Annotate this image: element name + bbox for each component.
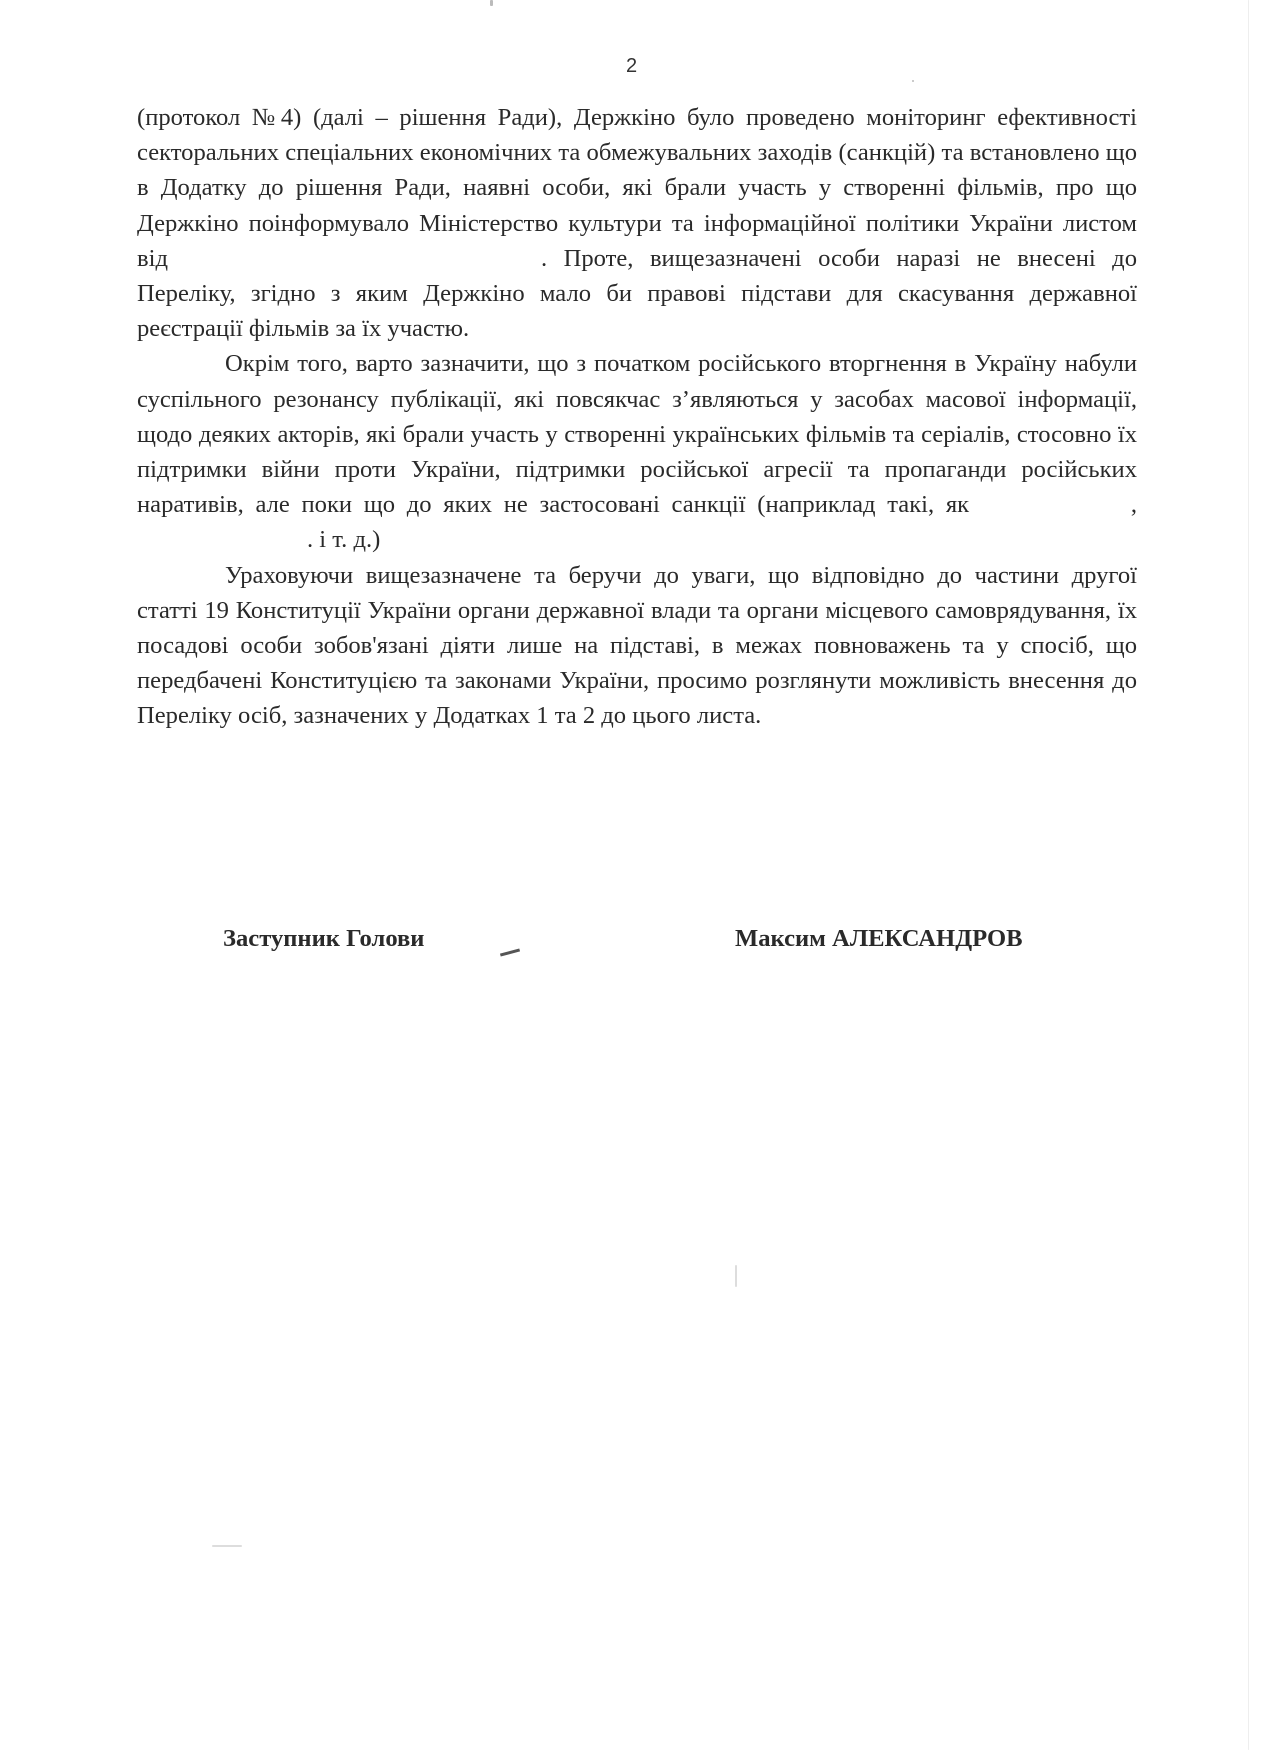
letter-body bbox=[137, 100, 1137, 734]
signatory-name: Максим АЛЕКСАНДРОВ bbox=[735, 925, 1023, 952]
signatory-title: Заступник Голови bbox=[223, 925, 425, 952]
scan-speck bbox=[212, 1545, 242, 1547]
signature-mark bbox=[500, 948, 520, 956]
paragraph-media-tail: . і т. д.) bbox=[307, 526, 381, 554]
paragraph-media bbox=[137, 346, 1137, 557]
page-number: 2 bbox=[625, 55, 638, 77]
paragraph-request-text: Ураховуючи вищезазначене та беручи до уваги, що відповідно до частини другої статті 19 Конституції України органи державної влади та органи місцевого самоврядування, їх посадові особи зобов'язані діяти лише на підставі, в межах повноважень та у спосіб, що передбачені Конституцією та законами України, просимо розглянути можливість внесення до Переліку осіб, зазначених у Додатках 1 та 2 до цього листа. bbox=[137, 561, 1137, 730]
paragraph-monitoring bbox=[137, 100, 1137, 346]
paragraph-monitoring-tail: . Проте, вищезазначені особи наразі не внесені до Переліку, згідно з яким Держкіно мало би правові підстави для скасування державної реєстрації фільмів за їх участю. bbox=[137, 244, 1137, 343]
paragraph-request bbox=[137, 558, 1137, 734]
paragraph-media-text: Окрім того, варто зазначити, що з початком російського вторгнення в Україну набули суспільного резонансу публікації, які повсякчас з’являються у засобах масової інформації, щодо деяких акторів, які брали участь у створенні українських фільмів та серіалів, стосовно їх підтримки війни проти України, підтримки російської агресії та пропаганди російських наративів, але поки що до яких не застосовані санкції (наприклад такі, як bbox=[137, 350, 1137, 519]
scan-speck bbox=[735, 1265, 737, 1287]
signature-block bbox=[0, 925, 1263, 965]
paragraph-monitoring-text: (протокол №4) (далі – рішення Ради), Держкіно було проведено моніторинг ефективності секторальних спеціальних економічних та обмежувальних заходів (санкцій) та встановлено що в Додатку до рішення Ради, наявні особи, які брали участь у створенні фільмів, про що Держкіно поінформувало Міністерство культури та інформаційної політики України листом від bbox=[137, 104, 1137, 272]
scan-speck bbox=[1248, 0, 1249, 1750]
scan-speck bbox=[490, 0, 493, 6]
scan-speck bbox=[912, 80, 914, 82]
name-separator: , bbox=[1130, 491, 1137, 519]
